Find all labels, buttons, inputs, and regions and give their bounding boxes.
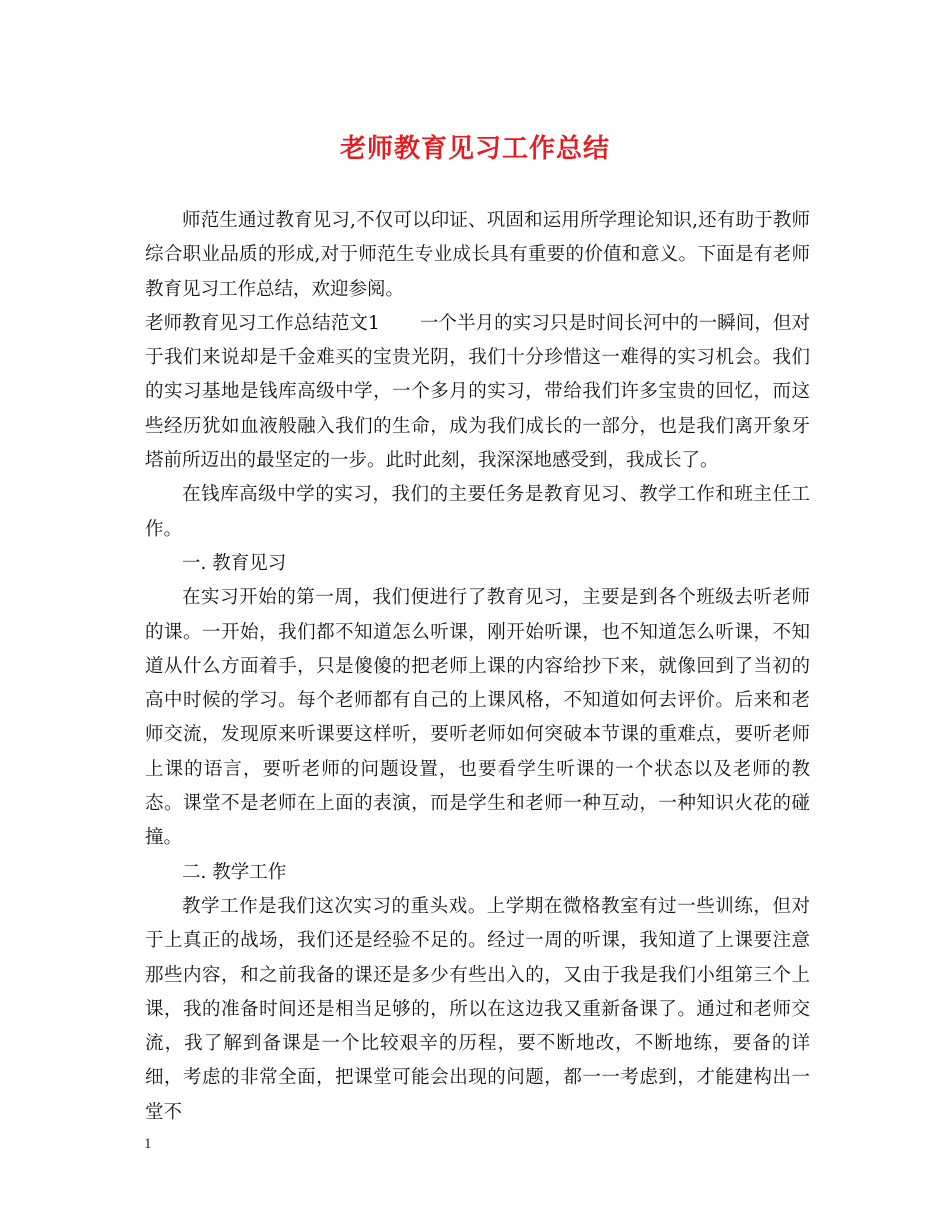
sample-heading: 老师教育见习工作总结范文1 <box>145 312 380 334</box>
intro-paragraph: 师范生通过教育见习,不仅可以印证、巩固和运用所学理论知识,还有助于教师综合职业品质的形成,对于师范生专业成长具有重要的价值和意义。下面是有老师教育见习工作总结，欢迎参阅。 <box>145 210 810 300</box>
document-title: 老师教育见习工作总结 <box>339 134 610 164</box>
document-body <box>145 204 810 1130</box>
section1-paragraph: 在实习开始的第一周，我们便进行了教育见习，主要是到各个班级去听老师的课。一开始，我们都不知道怎么听课，刚开始听课，也不知道怎么听课，不知道从什么方面着手，只是傻傻的把老师上课的内容给抄下来，就像回到了当初的高中时候的学习。每个老师都有自己的上课风格，不知道如何去评价。后来和老师交流，发现原来听课要这样听，要听老师如何突破本节课的重难点，要听老师上课的语言，要听老师的问题设置，也要看学生听课的一个状态以及老师的教态。课堂不是老师在上面的表演，而是学生和老师一种互动，一种知识火花的碰撞。 <box>145 587 810 849</box>
section2-heading: 二. 教学工作 <box>182 861 287 883</box>
section2-paragraph: 教学工作是我们这次实习的重头戏。上学期在微格教室有过一些训练，但对于上真正的战场，我们还是经验不足的。经过一周的听课，我知道了上课要注意那些内容，和之前我备的课还是多少有些出入的，又由于我是我们小组第三个上课，我的准备时间还是相当足够的，所以在这边我又重新备课了。通过和老师交流，我了解到备课是一个比较艰辛的历程，要不断地改，不断地练，要备的详细，考虑的非常全面，把课堂可能会出现的问题，都一一考虑到，才能建构出一堂不 <box>145 895 810 1123</box>
section1-heading: 一. 教育见习 <box>182 552 287 574</box>
sample-paragraph <box>145 307 810 478</box>
sample-paragraph-text: 一个半月的实习只是时间长河中的一瞬间，但对于我们来说却是千金难买的宝贵光阴，我们十分珍惜这一难得的实习机会。我们的实习基地是钱库高级中学，一个多月的实习，带给我们许多宝贵的回忆，而这些经历犹如血液般融入我们的生命，成为我们成长的一部分，也是我们离开象牙塔前所迈出的最坚定的一步。此时此刻，我深深地感受到，我成长了。 <box>145 312 810 472</box>
page-number: 1 <box>144 1136 152 1152</box>
tasks-paragraph: 在钱库高级中学的实习，我们的主要任务是教育见习、教学工作和班主任工作。 <box>145 484 810 540</box>
